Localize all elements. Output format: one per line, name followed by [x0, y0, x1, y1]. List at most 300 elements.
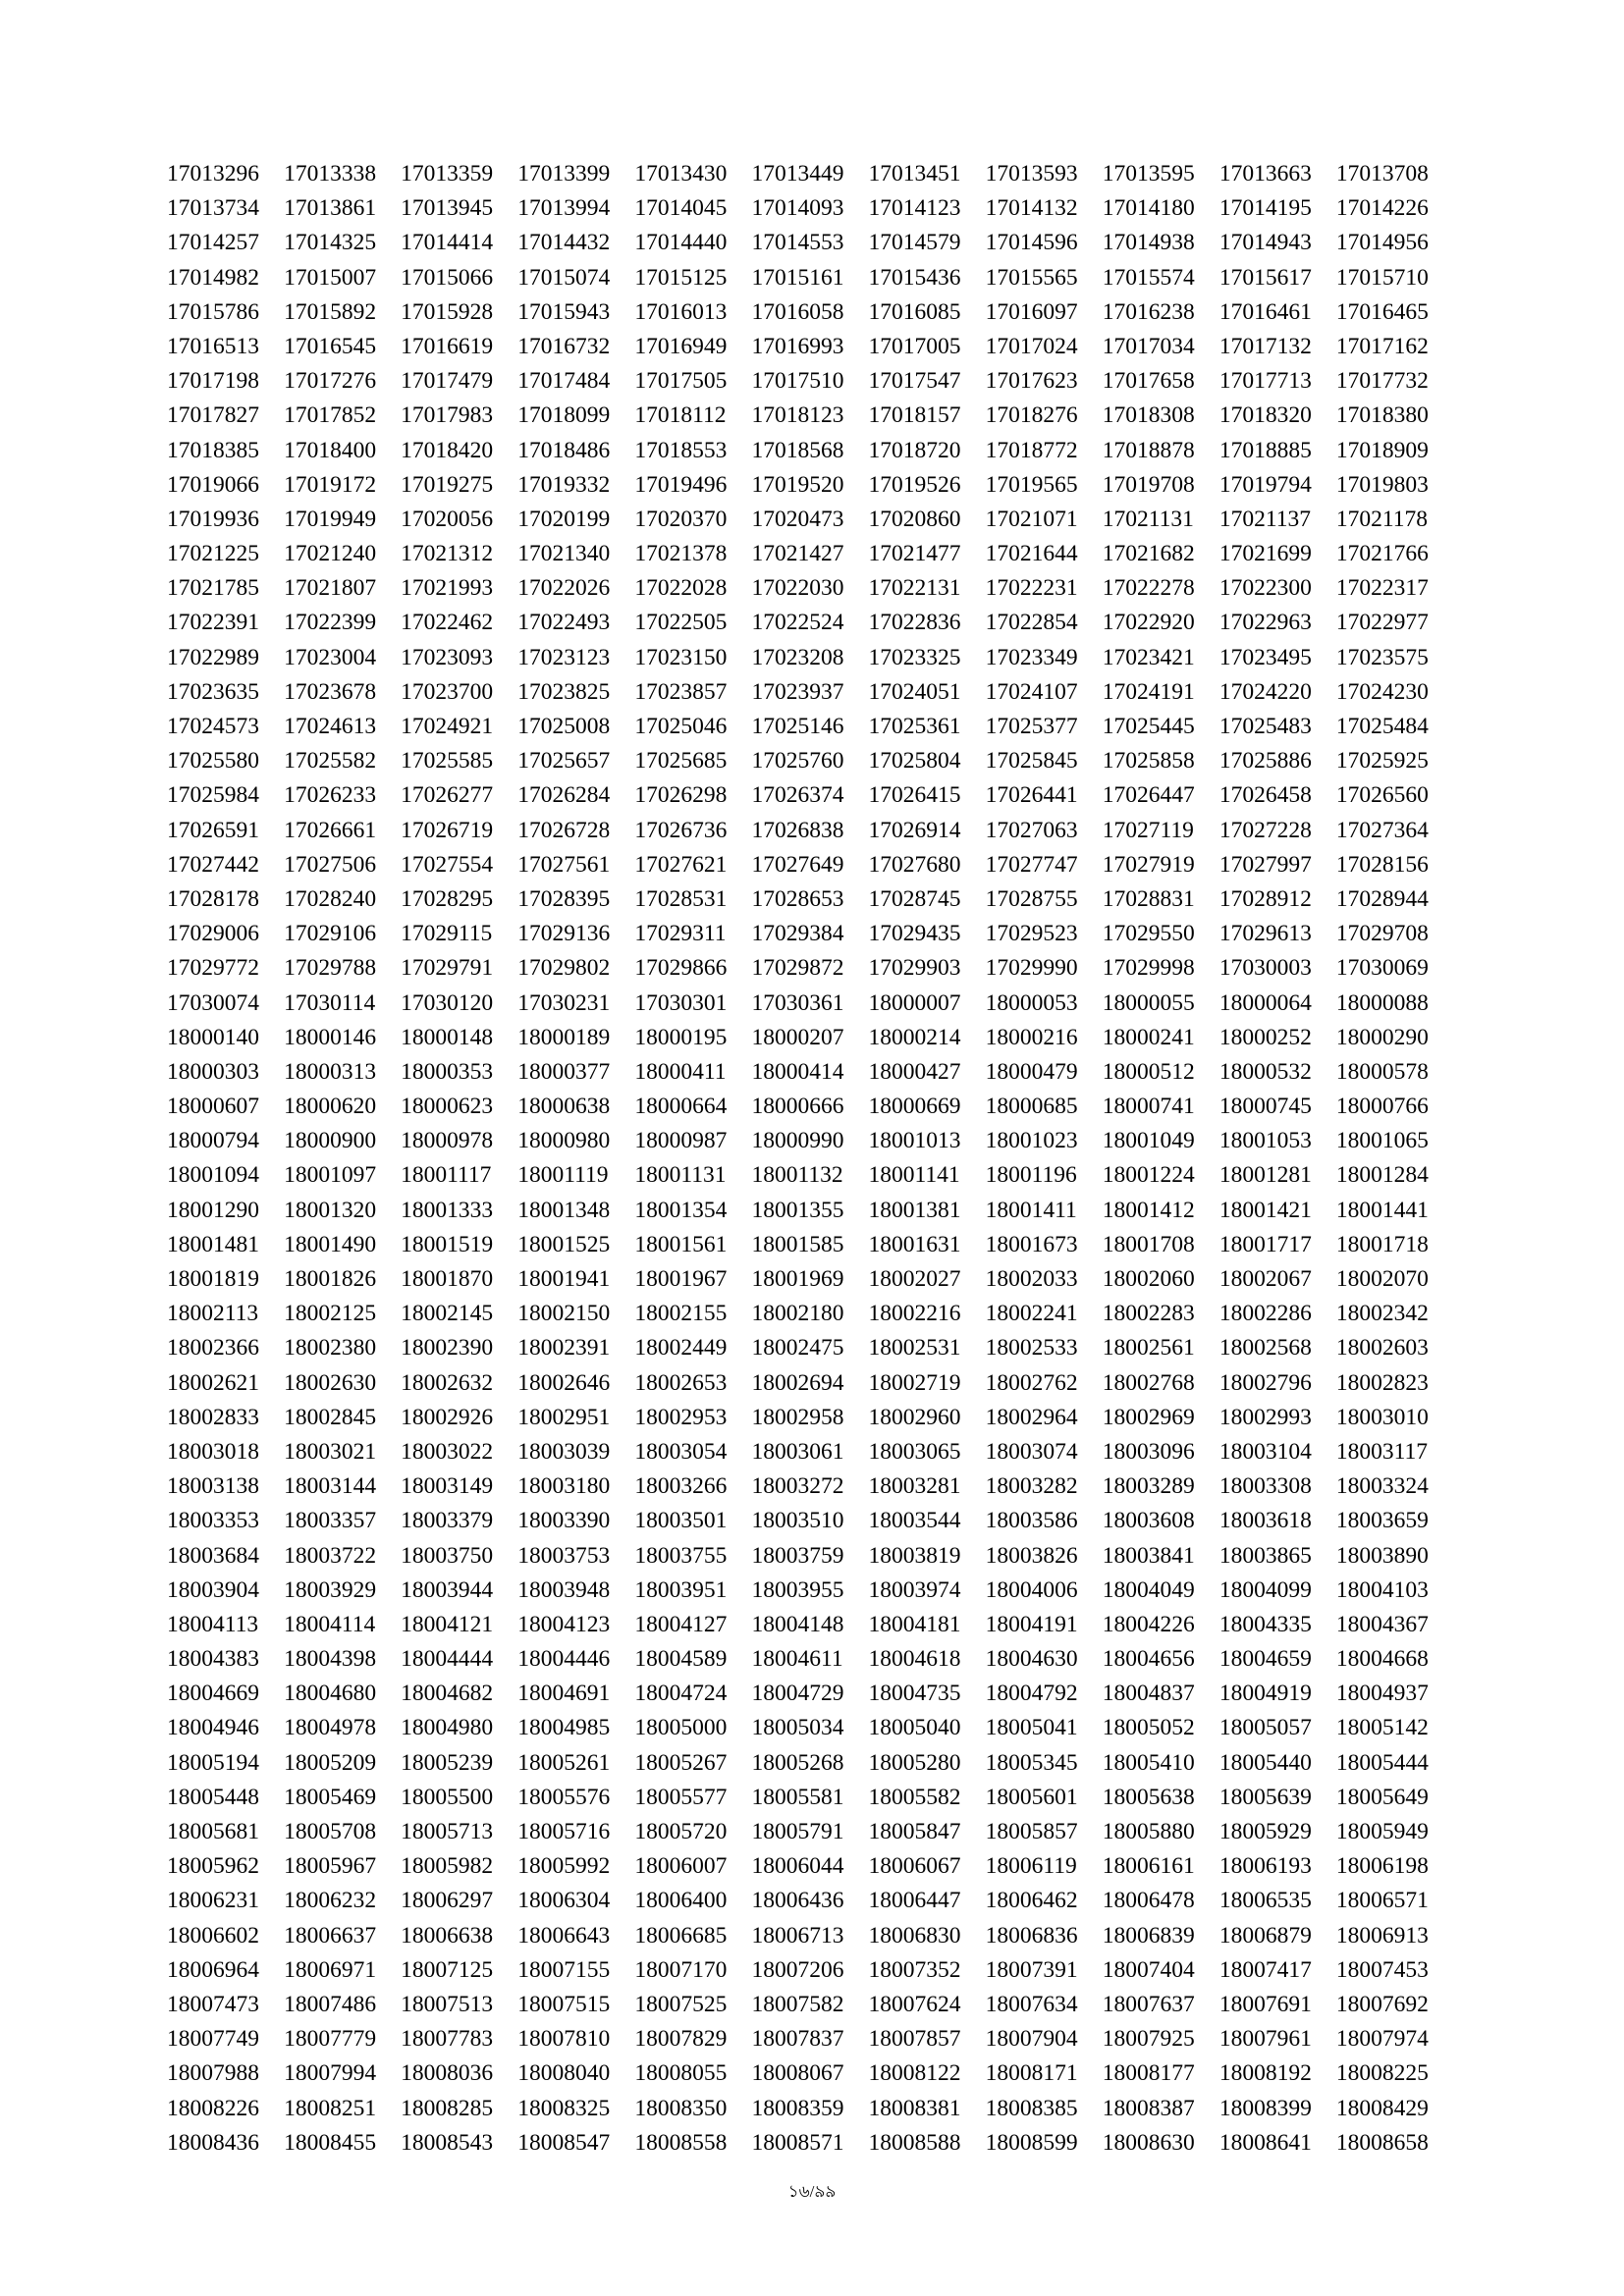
- roll-number: 18004735: [868, 1681, 961, 1707]
- roll-number: 18006637: [284, 1922, 377, 1949]
- roll-number: 18000055: [1102, 989, 1195, 1016]
- roll-number: 17015710: [1335, 264, 1429, 291]
- roll-number: 18001049: [1102, 1128, 1195, 1154]
- roll-number: 18002630: [284, 1369, 377, 1396]
- roll-number: 17013451: [868, 161, 961, 187]
- roll-number: 18007391: [985, 1956, 1078, 1983]
- roll-number: 17022030: [751, 575, 844, 602]
- roll-number: 18003282: [985, 1473, 1078, 1500]
- roll-number: 17025483: [1218, 714, 1312, 739]
- roll-number: 18005962: [167, 1853, 259, 1880]
- roll-number: 18008067: [751, 2060, 844, 2087]
- roll-number: 18002125: [284, 1301, 377, 1327]
- roll-number: 18001525: [517, 1231, 611, 1257]
- roll-number: 18004446: [517, 1646, 611, 1673]
- roll-number: 17014093: [751, 195, 844, 222]
- roll-number: 18008177: [1102, 2060, 1195, 2087]
- roll-number: 18000578: [1335, 1058, 1429, 1085]
- roll-number: 17025585: [401, 748, 494, 774]
- roll-number: 17025685: [634, 748, 728, 774]
- roll-number: 18001870: [401, 1266, 494, 1292]
- roll-number: 18006971: [284, 1956, 377, 1983]
- roll-number: 18006964: [167, 1956, 259, 1983]
- roll-number: 18000303: [167, 1058, 259, 1085]
- roll-number: 17015892: [284, 298, 377, 325]
- roll-number: 17021682: [1102, 541, 1195, 567]
- roll-number: 18003065: [868, 1438, 961, 1465]
- roll-number: 17023678: [284, 678, 377, 705]
- roll-number: 18001333: [401, 1197, 494, 1223]
- roll-number: 17025858: [1102, 748, 1195, 774]
- roll-number: 17022278: [1102, 575, 1195, 602]
- roll-number: 17028295: [401, 885, 494, 912]
- roll-number: 17021427: [751, 541, 844, 567]
- roll-number: 18000053: [985, 989, 1078, 1016]
- roll-number: 18005713: [401, 1819, 494, 1844]
- roll-number: 18004611: [751, 1646, 843, 1673]
- roll-number: 18008658: [1335, 2129, 1429, 2156]
- roll-number: 18007170: [634, 1956, 728, 1983]
- roll-number: 17027919: [1102, 851, 1195, 878]
- roll-number: 18006836: [985, 1922, 1078, 1949]
- roll-number: 18007810: [517, 2026, 611, 2053]
- roll-number: 18003379: [401, 1508, 494, 1534]
- roll-number: 18002632: [401, 1369, 494, 1396]
- roll-number: 18006638: [401, 1922, 494, 1949]
- roll-number: 17013593: [985, 161, 1078, 187]
- roll-number: 18005345: [985, 1749, 1078, 1776]
- roll-number: 17017024: [985, 333, 1078, 359]
- roll-number: 18002145: [401, 1301, 494, 1327]
- roll-number: 18003289: [1102, 1473, 1195, 1500]
- roll-number: 18005209: [284, 1749, 377, 1776]
- roll-number: 18007515: [517, 1991, 611, 2017]
- roll-number: 18000794: [167, 1128, 259, 1154]
- roll-number: 17026728: [517, 817, 611, 843]
- roll-number: 18001631: [868, 1231, 961, 1257]
- roll-number: 17029998: [1102, 955, 1195, 982]
- roll-number: 18001281: [1218, 1162, 1312, 1189]
- roll-number: 17017510: [751, 368, 844, 395]
- roll-number: 17015074: [517, 264, 611, 291]
- roll-number: 17029311: [634, 921, 727, 947]
- roll-number: 17020860: [868, 506, 961, 532]
- roll-number: 17018385: [167, 437, 259, 463]
- roll-number: 18000140: [167, 1024, 259, 1050]
- roll-number: 17023150: [634, 644, 728, 670]
- roll-number: 17013338: [284, 161, 377, 187]
- roll-number: 17016097: [985, 298, 1078, 325]
- roll-number: 18004398: [284, 1646, 377, 1673]
- roll-number: 18003390: [517, 1508, 611, 1534]
- roll-number: 18005847: [868, 1819, 961, 1844]
- roll-number: 17018720: [868, 437, 961, 463]
- roll-number: 17021071: [985, 506, 1078, 532]
- roll-number: 18006602: [167, 1922, 259, 1949]
- roll-number: 17013359: [401, 161, 494, 187]
- roll-number: 18007473: [167, 1991, 259, 2017]
- roll-number: 18000377: [517, 1058, 611, 1085]
- roll-number: 18000980: [517, 1128, 611, 1154]
- roll-number: 18004148: [751, 1611, 844, 1637]
- roll-number: 18001967: [634, 1266, 728, 1292]
- roll-number: 18003544: [868, 1508, 961, 1534]
- roll-number: 18000007: [868, 989, 961, 1016]
- roll-number: 17025008: [517, 714, 611, 739]
- roll-number: 17016619: [401, 333, 494, 359]
- roll-number: 18001441: [1335, 1197, 1429, 1223]
- roll-number: 18000766: [1335, 1094, 1429, 1120]
- roll-number: 18004691: [517, 1681, 611, 1707]
- roll-number: 18001717: [1218, 1231, 1312, 1257]
- roll-number: 18002694: [751, 1369, 844, 1396]
- roll-number: 18003586: [985, 1508, 1078, 1534]
- roll-number: 17020056: [401, 506, 494, 532]
- roll-number: 18005708: [284, 1819, 377, 1844]
- roll-number: 17027621: [634, 851, 728, 878]
- roll-number: 17028395: [517, 885, 611, 912]
- roll-number: 18002366: [167, 1335, 259, 1362]
- roll-number: 18002531: [868, 1335, 961, 1362]
- roll-number: 17028755: [985, 885, 1078, 912]
- roll-number: 18002568: [1218, 1335, 1312, 1362]
- roll-number: 17029384: [751, 921, 844, 947]
- roll-number: 17015565: [985, 264, 1078, 291]
- roll-number: 18000411: [634, 1058, 727, 1085]
- roll-number: 18002561: [1102, 1335, 1195, 1362]
- roll-number: 17016461: [1218, 298, 1312, 325]
- roll-number: 18005791: [751, 1819, 844, 1844]
- roll-number: 18001117: [401, 1162, 492, 1189]
- roll-number: 18000978: [401, 1128, 494, 1154]
- roll-number: 17014132: [985, 195, 1078, 222]
- roll-number: 17017505: [634, 368, 728, 395]
- roll-number: 18005142: [1335, 1715, 1429, 1741]
- roll-number: 17016238: [1102, 298, 1195, 325]
- roll-number: 18004103: [1335, 1576, 1429, 1603]
- roll-number: 18007779: [284, 2026, 377, 2053]
- roll-number: 18003955: [751, 1576, 844, 1603]
- roll-number: 17023575: [1335, 644, 1429, 670]
- roll-number: 18002150: [517, 1301, 611, 1327]
- roll-number: 17017484: [517, 368, 611, 395]
- roll-number: 17024921: [401, 714, 494, 739]
- roll-number: 18005577: [634, 1784, 728, 1810]
- roll-number: 18004937: [1335, 1681, 1429, 1707]
- roll-number: 18003510: [751, 1508, 844, 1534]
- roll-number: 18003865: [1218, 1542, 1312, 1569]
- roll-number: 18001673: [985, 1231, 1078, 1257]
- roll-number: 18005681: [167, 1819, 259, 1844]
- roll-number: 17017547: [868, 368, 961, 395]
- roll-number: 17027228: [1218, 817, 1312, 843]
- roll-number: 18002953: [634, 1404, 728, 1430]
- roll-number: 18005052: [1102, 1715, 1195, 1741]
- roll-number: 17018380: [1335, 402, 1429, 429]
- roll-number: 18008599: [985, 2129, 1078, 2156]
- roll-number: 18001708: [1102, 1231, 1195, 1257]
- roll-number: 18003061: [751, 1438, 844, 1465]
- roll-number: 18004383: [167, 1646, 259, 1673]
- roll-number: 17017034: [1102, 333, 1195, 359]
- roll-number: 18003753: [517, 1542, 611, 1569]
- roll-number: 18004682: [401, 1681, 494, 1707]
- roll-number: 18008385: [985, 2095, 1078, 2121]
- roll-number: 18003272: [751, 1473, 844, 1500]
- roll-number: 18008040: [517, 2060, 611, 2087]
- roll-number: 18008571: [751, 2129, 844, 2156]
- roll-number: 17025804: [868, 748, 961, 774]
- roll-number: 17018885: [1218, 437, 1312, 463]
- roll-number: 18007634: [985, 1991, 1078, 2017]
- roll-number: 17015943: [517, 298, 611, 325]
- roll-number: 18005639: [1218, 1784, 1312, 1810]
- roll-number: 17014325: [284, 230, 377, 256]
- roll-number: 17029435: [868, 921, 961, 947]
- roll-number: 17025377: [985, 714, 1078, 739]
- roll-number: 17019803: [1335, 471, 1429, 498]
- roll-number: 17028531: [634, 885, 728, 912]
- roll-number: 17017479: [401, 368, 494, 395]
- roll-number: 18003074: [985, 1438, 1078, 1465]
- roll-number: 18006231: [167, 1888, 259, 1914]
- roll-number: 18007513: [401, 1991, 494, 2017]
- roll-number: 18003353: [167, 1508, 259, 1534]
- roll-number: 17025361: [868, 714, 961, 739]
- roll-number: 17023421: [1102, 644, 1195, 670]
- roll-number: 17013861: [284, 195, 377, 222]
- roll-number: 18005649: [1335, 1784, 1429, 1810]
- roll-number: 18002993: [1218, 1404, 1312, 1430]
- roll-number: 17019172: [284, 471, 377, 498]
- roll-number: 17017198: [167, 368, 259, 395]
- roll-number: 18002762: [985, 1369, 1078, 1396]
- roll-number: 17019066: [167, 471, 259, 498]
- roll-number: 17026441: [985, 782, 1078, 809]
- roll-number: 18001290: [167, 1197, 259, 1223]
- roll-number: 17014195: [1218, 195, 1312, 222]
- roll-number: 18001561: [634, 1231, 728, 1257]
- roll-number: 18007783: [401, 2026, 494, 2053]
- roll-number: 17029523: [985, 921, 1078, 947]
- roll-number: 18006067: [868, 1853, 961, 1880]
- roll-number: 17025657: [517, 748, 611, 774]
- roll-number: 17030301: [634, 989, 728, 1016]
- roll-number: 17027649: [751, 851, 844, 878]
- roll-number: 18006198: [1335, 1853, 1429, 1880]
- roll-number: 18005448: [167, 1784, 259, 1810]
- roll-number: 18006007: [634, 1853, 728, 1880]
- roll-number: 18000623: [401, 1094, 494, 1120]
- roll-number: 18002342: [1335, 1301, 1429, 1327]
- roll-number: 18003308: [1218, 1473, 1312, 1500]
- roll-number: 17019496: [634, 471, 728, 498]
- roll-number: 18006839: [1102, 1922, 1195, 1949]
- roll-number: 18007691: [1218, 1991, 1312, 2017]
- roll-number: 17022989: [167, 644, 259, 670]
- roll-number: 18007486: [284, 1991, 377, 2017]
- roll-number: 18002033: [985, 1266, 1078, 1292]
- roll-number: 18000512: [1102, 1058, 1195, 1085]
- roll-number: 17015786: [167, 298, 259, 325]
- roll-number: 18006462: [985, 1888, 1078, 1914]
- roll-number: 17014045: [634, 195, 728, 222]
- roll-number: 17028156: [1335, 851, 1429, 878]
- roll-number: 17021766: [1335, 541, 1429, 567]
- roll-number: 18002216: [868, 1301, 961, 1327]
- roll-number: 18003659: [1335, 1508, 1429, 1534]
- roll-number: 18003144: [284, 1473, 377, 1500]
- roll-number: 18008359: [751, 2095, 844, 2121]
- roll-number: 18008630: [1102, 2129, 1195, 2156]
- roll-number: 17022300: [1218, 575, 1312, 602]
- roll-number: 18005581: [751, 1784, 844, 1810]
- roll-number: 17022505: [634, 610, 728, 636]
- roll-number: 18007453: [1335, 1956, 1429, 1983]
- roll-number: 18001819: [167, 1266, 259, 1292]
- roll-number: 17027997: [1218, 851, 1312, 878]
- roll-number: 17022462: [401, 610, 494, 636]
- roll-number: 17023123: [517, 644, 611, 670]
- roll-number: 17028653: [751, 885, 844, 912]
- roll-number: 18001320: [284, 1197, 377, 1223]
- roll-number: 18003039: [517, 1438, 611, 1465]
- roll-number: 17014579: [868, 230, 961, 256]
- roll-number: 18007352: [868, 1956, 961, 1983]
- roll-number: 17015007: [284, 264, 377, 291]
- roll-number: 18004792: [985, 1681, 1078, 1707]
- roll-number: 18007582: [751, 1991, 844, 2017]
- roll-number: 18002475: [751, 1335, 844, 1362]
- roll-number: 18002951: [517, 1404, 611, 1430]
- roll-number: 17014596: [985, 230, 1078, 256]
- roll-number: 18003618: [1218, 1508, 1312, 1534]
- roll-number: 18003054: [634, 1438, 728, 1465]
- roll-number: 17014123: [868, 195, 961, 222]
- roll-number: 17024230: [1335, 678, 1429, 705]
- roll-number: 17013430: [634, 161, 728, 187]
- roll-number: 17030231: [517, 989, 611, 1016]
- roll-number: 17027442: [167, 851, 259, 878]
- roll-number: 17030114: [284, 989, 376, 1016]
- roll-number: 17021240: [284, 541, 377, 567]
- roll-number: 18007624: [868, 1991, 961, 2017]
- roll-number: 18008225: [1335, 2060, 1429, 2087]
- roll-number: 18005444: [1335, 1749, 1429, 1776]
- roll-number: 18008547: [517, 2129, 611, 2156]
- roll-number: 17014956: [1335, 230, 1429, 256]
- roll-number: 18002768: [1102, 1369, 1195, 1396]
- roll-number: 17025582: [284, 748, 377, 774]
- roll-number: 18001196: [985, 1162, 1077, 1189]
- roll-number: 18006304: [517, 1888, 611, 1914]
- roll-number: 18004656: [1102, 1646, 1195, 1673]
- roll-number: 18007637: [1102, 1991, 1195, 2017]
- roll-number: 17026415: [868, 782, 961, 809]
- roll-number: 17017276: [284, 368, 377, 395]
- roll-number: 18003104: [1218, 1438, 1312, 1465]
- roll-number: 18003266: [634, 1473, 728, 1500]
- roll-number: 18000214: [868, 1024, 961, 1050]
- roll-number: 18000990: [751, 1128, 844, 1154]
- roll-number: 17016993: [751, 333, 844, 359]
- roll-number: 18001094: [167, 1162, 259, 1189]
- roll-number: 18005582: [868, 1784, 961, 1810]
- roll-number: 18005720: [634, 1819, 728, 1844]
- roll-number: 17018420: [401, 437, 494, 463]
- roll-number: 18008387: [1102, 2095, 1195, 2121]
- roll-number: 18008122: [868, 2060, 961, 2087]
- roll-number: 17029613: [1218, 921, 1312, 947]
- roll-number: 17025760: [751, 748, 844, 774]
- roll-number: 17013296: [167, 161, 259, 187]
- roll-number: 18006830: [868, 1922, 961, 1949]
- roll-number: 18003826: [985, 1542, 1078, 1569]
- roll-number: 17019275: [401, 471, 494, 498]
- roll-number: 17026914: [868, 817, 961, 843]
- roll-number: 17023349: [985, 644, 1078, 670]
- roll-number: 18002113: [167, 1301, 259, 1327]
- roll-number: 17026298: [634, 782, 728, 809]
- roll-number: 17024220: [1218, 678, 1312, 705]
- roll-number: 18001355: [751, 1197, 844, 1223]
- roll-number: 17029788: [284, 955, 377, 982]
- roll-number: 17014226: [1335, 195, 1429, 222]
- roll-number: 18005929: [1218, 1819, 1312, 1844]
- roll-number: 17024573: [167, 714, 259, 739]
- roll-number: 18004985: [517, 1715, 611, 1741]
- roll-number: 18004919: [1218, 1681, 1312, 1707]
- roll-number: 18005261: [517, 1749, 611, 1776]
- roll-number: 18000353: [401, 1058, 494, 1085]
- roll-number: 17013994: [517, 195, 611, 222]
- roll-number: 18002823: [1335, 1369, 1429, 1396]
- roll-number: 18000216: [985, 1024, 1078, 1050]
- roll-number: 18006685: [634, 1922, 728, 1949]
- roll-number: 18004113: [167, 1611, 259, 1637]
- roll-number: 18001354: [634, 1197, 728, 1223]
- roll-number: 18005034: [751, 1715, 844, 1741]
- roll-number: 17015125: [634, 264, 728, 291]
- roll-number: 17029550: [1102, 921, 1195, 947]
- roll-number: 18002964: [985, 1404, 1078, 1430]
- roll-number: 17029006: [167, 921, 259, 947]
- roll-number: 17028240: [284, 885, 377, 912]
- roll-number: 18004724: [634, 1681, 728, 1707]
- roll-number: 17029903: [868, 955, 961, 982]
- roll-number: 17017132: [1218, 333, 1312, 359]
- roll-number: 17014553: [751, 230, 844, 256]
- roll-number: 17022391: [167, 610, 259, 636]
- roll-number: 18001053: [1218, 1128, 1312, 1154]
- roll-number: 18005410: [1102, 1749, 1195, 1776]
- roll-number: 18008543: [401, 2129, 494, 2156]
- roll-number: 18008429: [1335, 2095, 1429, 2121]
- roll-number: 17014257: [167, 230, 259, 256]
- roll-number: 17029772: [167, 955, 259, 982]
- roll-number: 18003608: [1102, 1508, 1195, 1534]
- roll-number: 17021312: [401, 541, 494, 567]
- roll-number: 17019520: [751, 471, 844, 498]
- roll-number: 17026560: [1335, 782, 1429, 809]
- roll-number: 18002380: [284, 1335, 377, 1362]
- roll-number: 17022399: [284, 610, 377, 636]
- roll-number: 17023825: [517, 678, 611, 705]
- roll-number: 18003890: [1335, 1542, 1429, 1569]
- roll-number: 17021131: [1102, 506, 1194, 532]
- roll-number: 18005500: [401, 1784, 494, 1810]
- roll-number: 18004367: [1335, 1611, 1429, 1637]
